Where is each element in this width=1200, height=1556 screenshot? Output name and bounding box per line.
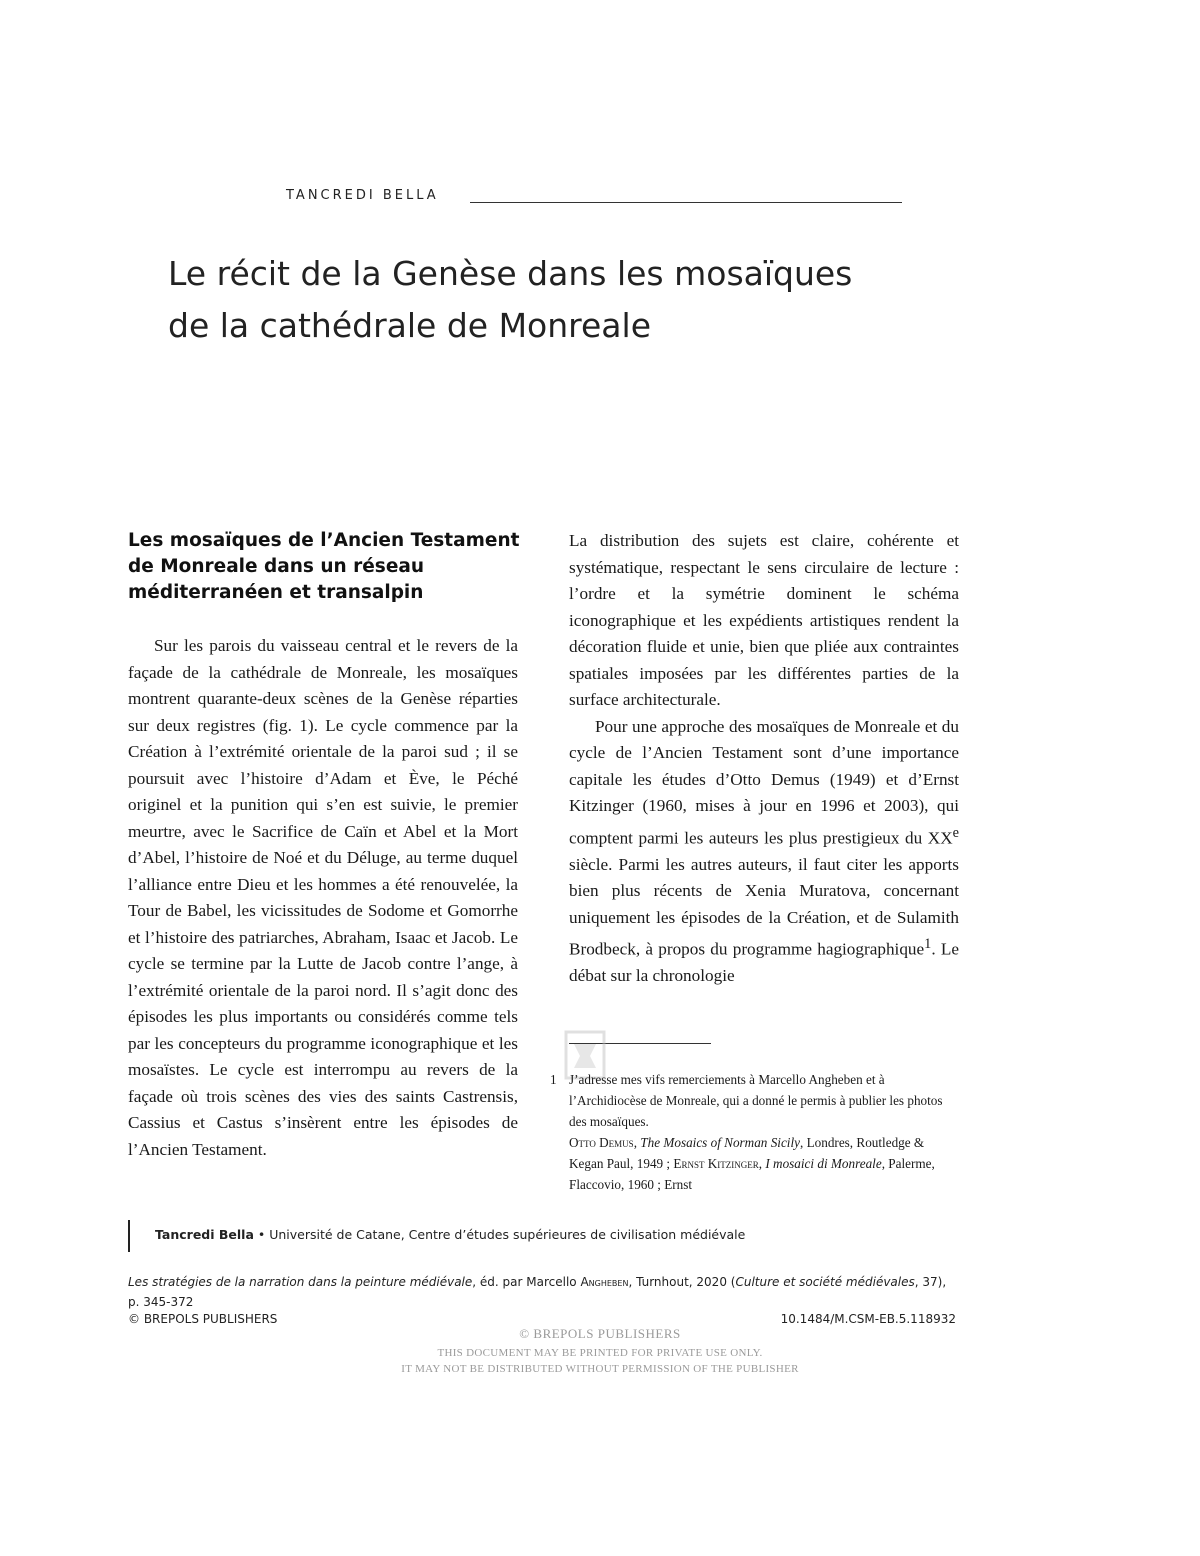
ref-title-1: The Mosaics of Norman Sicily: [640, 1135, 800, 1150]
ref-title-2: I mosaici di Monreale: [765, 1156, 882, 1171]
ref-author-2: Ernst Kitzinger: [673, 1156, 759, 1171]
body-paragraph-3: [569, 714, 959, 990]
section-heading: [128, 528, 528, 606]
ref-separator-2: ,: [758, 1156, 766, 1171]
footnote-1: [550, 1069, 958, 1132]
footnote-1-text: J’adresse mes vifs remerciements à Marcello Angheben et à l’Archidiocèse de Monreale, qui a donné le permis à publier les photos des mosaïques.: [569, 1072, 943, 1129]
ref-publication-1: , Londres, Routledge & Kegan Paul, 1949 ;: [569, 1135, 925, 1171]
body-column-left: [128, 633, 518, 1163]
footnote-references: Otto Demus, The Mosaics of Norman Sicily, Londres, Routledge & Kegan Paul, 1949 ; Ernst Kitzinger, I mosaici di Monreale, Palerme, Flaccovio, 1960 ; Ernst: [569, 1135, 935, 1192]
affiliation-institution: Université de Catane, Centre d’études supérieures de civilisation médiévale: [269, 1227, 746, 1242]
ref-author-1: Otto Demus: [569, 1135, 634, 1150]
author-affiliation: [155, 1227, 745, 1242]
footnote-number: 1: [550, 1072, 557, 1087]
editor-prefix: , éd. par Marcello: [472, 1275, 581, 1289]
body-paragraph-1: Sur les parois du vaisseau central et le revers de la façade de la cathédrale de Monreale, les mosaïques montrent quarante-deux scènes de la Genèse réparties sur deux registres (fig. 1). Le cycle commence par la Création à l’extrémité orientale de la paroi sud ; il se poursuit avec l’histoire d’Adam et Ève, le Péché originel et la punition qui s’en est suivie, le premier meurtre, avec le Sacrifice de Caïn et Abel et la Mort d’Abel, l’histoire de Noé et du Déluge, au terme duquel l’alliance entre Dieu et les hommes a été renouvelée, la Tour de Babel, les vicissitudes de Sodome et Gomorrhe et l’histoire des patriarches, Abraham, Isaac et Jacob. Le cycle se termine par la Lutte de Jacob contre l’ange, à l’extrémité orientale de la paroi nord. Il s’agit donc des épisodes les plus importants ou considérés comme tels par les concepteurs du programme iconographique et les mosaïstes. Le cycle est interrompu au revers de la façade où trois scènes des vies des saints Castrensis, Cassius et Castus s’insèrent entre les épisodes de l’Ancien Testament.: [128, 636, 518, 1159]
watermark-line-1: © BREPOLS PUBLISHERS: [519, 1326, 681, 1341]
century-superscript: e: [952, 824, 959, 841]
running-author: TANCREDI BELLA: [286, 188, 439, 203]
watermark-line-2: THIS DOCUMENT MAY BE PRINTED FOR PRIVATE USE ONLY.: [437, 1347, 763, 1359]
body-column-right: [569, 528, 959, 990]
affiliation-name: Tancredi Bella: [155, 1227, 254, 1242]
series-title: Culture et société médiévales: [735, 1275, 915, 1289]
heading-line-3: méditerranéen et transalpin: [128, 582, 424, 603]
doi-link[interactable]: 10.1484/M.CSM-EB.5.118932: [780, 1312, 956, 1326]
footnotes: [550, 1069, 958, 1195]
editor-surname: Angheben: [580, 1275, 629, 1289]
page-range: p. 345-372: [128, 1295, 194, 1309]
place-year: , Turnhout, 2020 (: [628, 1275, 736, 1289]
article-title: [168, 248, 968, 352]
affiliation-separator: •: [253, 1227, 270, 1242]
paragraph-3-part-a: Pour une approche des mosaïques de Monreale et du cycle de l’Ancien Testament sont d’une importance capitale les études d’Otto Demus (1949) et d’Ernst Kitzinger (1960, mises à jour en 1996 et 2003), qui comptent parmi les auteurs les plus prestigieux du: [569, 716, 959, 848]
source-citation: [128, 1272, 968, 1312]
series-number: , 37),: [914, 1275, 947, 1289]
body-paragraph-2: La distribution des sujets est claire, cohérente et systématique, respectant le sens circulaire de lecture : l’ordre et la symétrie dominent le schéma iconographique et les expédients artistiques rendent la décoration fluide et unie, bien que pliée aux contraintes spatiales imposées par les différentes parties de la surface architecturale.: [569, 531, 959, 709]
book-title: Les stratégies de la narration dans la peinture médiévale: [128, 1275, 473, 1289]
paragraph-3-part-b: siècle. Parmi les autres auteurs, il faut citer les apports bien plus récents de Xenia Muratova, concernant uniquement les épisodes de la Création, et de Sulamith Brodbeck, à propos du programme hagiographique: [569, 854, 959, 959]
heading-line-2: de Monreale dans un réseau: [128, 556, 425, 577]
title-line-1: Le récit de la Genèse dans les mosaïques: [168, 254, 853, 293]
copyright-notice: © BREPOLS PUBLISHERS: [128, 1312, 278, 1326]
affiliation-bar: [128, 1220, 130, 1252]
century-numeral: XX: [927, 828, 953, 848]
heading-line-1: Les mosaïques de l’Ancien Testament: [128, 530, 520, 551]
title-line-2: de la cathédrale de Monreale: [168, 306, 651, 345]
author-rule-divider: [470, 202, 902, 203]
footnote-reference[interactable]: 1: [924, 936, 932, 953]
watermark-line-3: IT MAY NOT BE DISTRIBUTED WITHOUT PERMISSION OF THE PUBLISHER: [401, 1363, 799, 1375]
paragraph-3-part-c: . Le débat sur la chronologie: [569, 939, 959, 986]
ref-publication-2: , Palerme, Flaccovio, 1960 ; Ernst: [569, 1156, 935, 1192]
